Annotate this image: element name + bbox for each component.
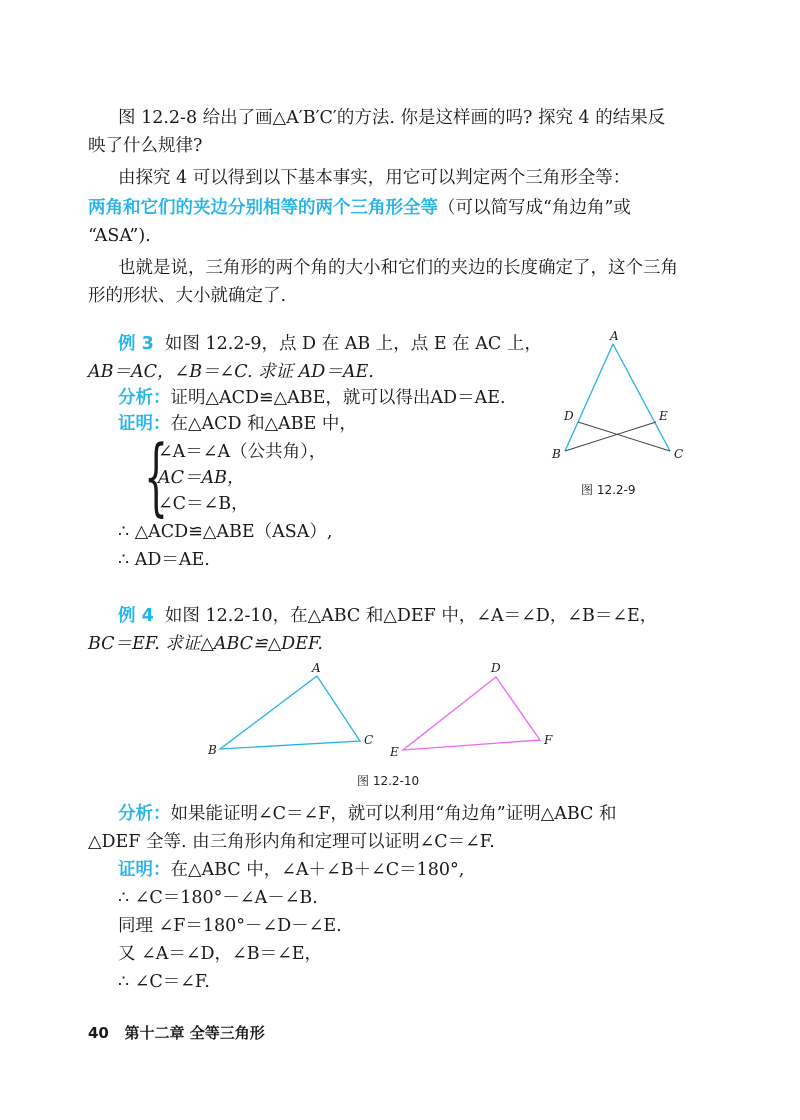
fig10-triangle-def xyxy=(403,677,540,750)
para1-line1: 图 12.2-8 给出了画△A′B′C′的方法. 你是这样画的吗? 探究 4 的结果反 xyxy=(118,108,666,128)
asa-statement xyxy=(88,194,631,222)
ex3-proof-label: 证明： xyxy=(118,414,171,434)
ex4-analysis-label: 分析： xyxy=(118,804,171,824)
figure-12-2-10 xyxy=(200,660,580,765)
fig9-side-ab xyxy=(565,344,613,451)
para1-line2: 映了什么规律? xyxy=(88,136,203,156)
ex3-conclusion2: ∴ AD＝AE. xyxy=(118,550,210,570)
ex3-line1: 例 3 如图 12.2-9，点 D 在 AB 上，点 E 在 AC 上， xyxy=(118,334,542,354)
para3-line2: 形的形状、大小就确定了. xyxy=(88,286,287,306)
page-footer xyxy=(88,1022,265,1043)
ex4-analysis-line1: 分析：如果能证明∠C＝∠F，就可以利用“角边角”证明△ABC 和 xyxy=(118,804,617,824)
fig10-label-b: B xyxy=(208,743,217,757)
fig9-label-b: B xyxy=(552,447,561,461)
ex4-line1: 例 4 如图 12.2-10，在△ABC 和△DEF 中，∠A＝∠D，∠B＝∠E， xyxy=(118,606,658,626)
fig10-label-d: D xyxy=(491,661,501,675)
ex3-analysis: 分析：证明△ACD≌△ABE，就可以得出AD＝AE. xyxy=(118,388,506,408)
ex4-line2: BC＝EF. 求证△ABC≌△DEF. xyxy=(88,634,323,654)
ex4-proof5: ∴ ∠C＝∠F. xyxy=(118,972,210,992)
page-number: 40 xyxy=(88,1024,109,1042)
fig9-label-c: C xyxy=(674,447,684,461)
ex4-proof1: 证明：在△ABC 中，∠A＋∠B＋∠C＝180°, xyxy=(118,860,465,880)
asa-line2: “ASA”). xyxy=(88,226,151,246)
fig9-side-ac xyxy=(613,344,670,451)
fig10-label-e: E xyxy=(390,745,399,759)
asa-highlight: 两角和它们的夹边分别相等的两个三角形全等 xyxy=(88,198,438,218)
ex3-label: 例 3 xyxy=(118,334,154,354)
fig9-caption: 图 12.2-9 xyxy=(581,483,636,497)
fig10-label-c: C xyxy=(364,733,374,747)
fig10-label-a: A xyxy=(312,661,321,675)
system-brace: { xyxy=(144,427,169,525)
fig9-label-d: D xyxy=(564,409,574,423)
figure-12-2-9 xyxy=(540,326,700,476)
fig9-segment-be xyxy=(565,422,656,451)
ex4-label: 例 4 xyxy=(118,606,154,626)
ex3-sys1: ∠A＝∠A（公共角）， xyxy=(158,442,327,462)
ex4-proof-label: 证明： xyxy=(118,860,171,880)
para3-line1: 也就是说，三角形的两个角的大小和它们的夹边的长度确定了，这个三角 xyxy=(118,258,678,278)
ex4-proof4: 又 ∠A＝∠D，∠B＝∠E， xyxy=(118,944,323,964)
asa-rest: （可以简写成“角边角”或 xyxy=(438,198,631,218)
fig9-label-a: A xyxy=(610,329,619,343)
ex4-proof3: 同理 ∠F＝180°－∠D－∠E. xyxy=(118,916,342,936)
fig10-label-f: F xyxy=(544,733,553,747)
para2: 由探究 4 可以得到以下基本事实，用它可以判定两个三角形全等： xyxy=(118,168,631,188)
fig9-label-e: E xyxy=(659,409,668,423)
ex4-analysis-line2: △DEF 全等. 由三角形内角和定理可以证明∠C＝∠F. xyxy=(88,832,495,852)
ex3-sys3: ∠C＝∠B， xyxy=(158,494,249,514)
ex3-sys2: AC＝AB， xyxy=(158,468,245,488)
chapter-title: 第十二章 全等三角形 xyxy=(124,1024,265,1042)
ex4-proof2: ∴ ∠C＝180°－∠A－∠B. xyxy=(118,888,318,908)
fig10-caption: 图 12.2-10 xyxy=(357,774,420,788)
fig10-triangle-abc xyxy=(220,676,360,749)
ex3-analysis-label: 分析： xyxy=(118,388,171,408)
ex3-conclusion1: ∴ △ACD≌△ABE（ASA）, xyxy=(118,522,333,542)
ex3-line2: AB＝AC，∠B＝∠C. 求证 AD＝AE. xyxy=(88,362,374,382)
ex3-proof-intro: 证明：在△ACD 和△ABE 中， xyxy=(118,414,357,434)
